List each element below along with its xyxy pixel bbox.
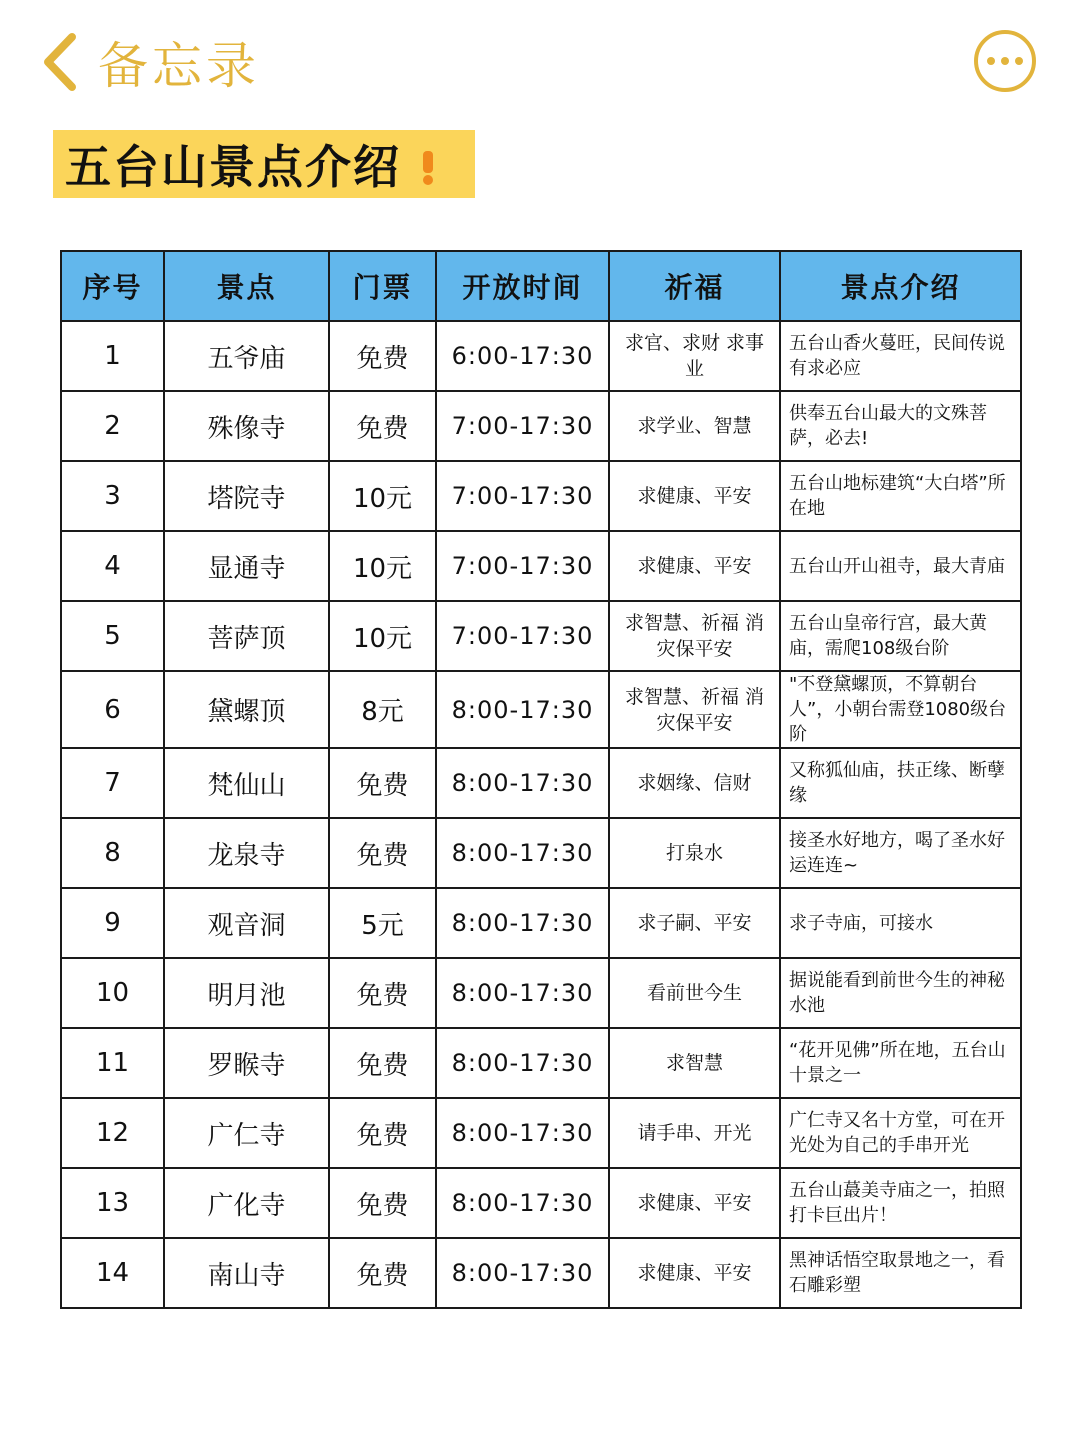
cell-hours bbox=[436, 671, 609, 748]
cell-attraction bbox=[164, 671, 329, 748]
cell-ticket bbox=[329, 1168, 436, 1238]
table-row bbox=[61, 888, 1021, 958]
cell-number bbox=[61, 888, 164, 958]
cell-ticket bbox=[329, 888, 436, 958]
cell-blessing-text: 打泉水 bbox=[665, 842, 723, 864]
header-attraction: 景点 bbox=[164, 251, 329, 321]
cell-ticket-text: 免费 bbox=[356, 1050, 409, 1081]
cell-hours-text: 7:00-17:30 bbox=[451, 552, 594, 580]
cell-blessing bbox=[609, 1098, 780, 1168]
cell-attraction-text: 塔院寺 bbox=[207, 483, 286, 514]
cell-attraction-text: 罗睺寺 bbox=[207, 1050, 286, 1081]
cell-introduction bbox=[780, 531, 1021, 601]
cell-hours bbox=[436, 958, 609, 1028]
cell-introduction bbox=[780, 671, 1021, 748]
cell-introduction bbox=[780, 1238, 1021, 1308]
cell-ticket-text: 免费 bbox=[356, 980, 409, 1011]
cell-ticket-text: 免费 bbox=[356, 1260, 409, 1291]
table-header-row bbox=[61, 251, 1021, 321]
cell-attraction bbox=[164, 1028, 329, 1098]
cell-number bbox=[61, 461, 164, 531]
cell-number bbox=[61, 1098, 164, 1168]
table-row bbox=[61, 1028, 1021, 1098]
cell-blessing bbox=[609, 1238, 780, 1308]
cell-attraction bbox=[164, 1238, 329, 1308]
cell-introduction-text: 五台山地标建筑“大白塔”所在地 bbox=[789, 473, 1006, 519]
cell-introduction-text: 广仁寺又名十方堂，可在开光处为自己的手串开光 bbox=[789, 1110, 1005, 1156]
cell-attraction bbox=[164, 531, 329, 601]
cell-number-text: 3 bbox=[104, 481, 121, 511]
cell-ticket-text: 免费 bbox=[356, 343, 409, 374]
cell-attraction-text: 殊像寺 bbox=[207, 413, 286, 444]
table-row bbox=[61, 818, 1021, 888]
cell-blessing-text: 请手串、开光 bbox=[637, 1122, 752, 1144]
cell-introduction bbox=[780, 958, 1021, 1028]
cell-attraction-text: 五爷庙 bbox=[207, 343, 286, 374]
cell-ticket bbox=[329, 601, 436, 671]
cell-hours bbox=[436, 1028, 609, 1098]
cell-ticket-text: 免费 bbox=[356, 1120, 409, 1151]
cell-introduction bbox=[780, 1028, 1021, 1098]
page-title: 五台山景点介绍 bbox=[65, 140, 401, 194]
cell-blessing bbox=[609, 601, 780, 671]
more-dot bbox=[1015, 57, 1023, 65]
cell-ticket bbox=[329, 958, 436, 1028]
page-title-highlight bbox=[53, 130, 475, 198]
cell-hours-text: 8:00-17:30 bbox=[451, 695, 594, 724]
cell-attraction bbox=[164, 321, 329, 391]
header-hours: 开放时间 bbox=[436, 251, 609, 321]
more-horizontal-icon bbox=[987, 57, 995, 65]
cell-hours-text: 6:00-17:30 bbox=[451, 342, 594, 370]
cell-introduction-text: 五台山皇帝行宫，最大黄庙，需爬108级台阶 bbox=[789, 613, 987, 659]
cell-hours bbox=[436, 321, 609, 391]
cell-hours-text: 8:00-17:30 bbox=[451, 1259, 594, 1287]
chevron-left-icon bbox=[40, 31, 80, 93]
cell-introduction bbox=[780, 818, 1021, 888]
cell-ticket-text: 10元 bbox=[352, 483, 413, 514]
cell-attraction bbox=[164, 818, 329, 888]
table-row bbox=[61, 531, 1021, 601]
cell-ticket bbox=[329, 1028, 436, 1098]
cell-introduction-text: 五台山香火蔓旺，民间传说有求必应 bbox=[789, 333, 1005, 379]
cell-attraction bbox=[164, 888, 329, 958]
cell-attraction-text: 菩萨顶 bbox=[207, 623, 286, 654]
cell-hours-text: 8:00-17:30 bbox=[451, 769, 594, 797]
more-dot bbox=[1001, 57, 1009, 65]
cell-introduction bbox=[780, 1168, 1021, 1238]
cell-hours-text: 7:00-17:30 bbox=[451, 622, 594, 650]
cell-number-text: 8 bbox=[104, 838, 121, 868]
cell-ticket bbox=[329, 391, 436, 461]
cell-hours-text: 8:00-17:30 bbox=[451, 979, 594, 1007]
cell-hours bbox=[436, 1238, 609, 1308]
cell-hours bbox=[436, 391, 609, 461]
cell-blessing bbox=[609, 1028, 780, 1098]
cell-introduction-text: 接圣水好地方，喝了圣水好运连连~ bbox=[789, 830, 1005, 876]
cell-ticket-text: 10元 bbox=[352, 623, 413, 654]
cell-ticket bbox=[329, 321, 436, 391]
cell-introduction-text: “花开见佛”所在地，五台山十景之一 bbox=[789, 1040, 1006, 1086]
cell-number-text: 12 bbox=[95, 1118, 130, 1148]
cell-blessing-text: 求子嗣、平安 bbox=[637, 912, 752, 934]
cell-ticket-text: 5元 bbox=[361, 910, 404, 941]
cell-blessing-text: 求健康、平安 bbox=[637, 1192, 752, 1214]
table-row bbox=[61, 601, 1021, 671]
table-row bbox=[61, 391, 1021, 461]
warning-icon bbox=[411, 147, 445, 181]
header-introduction: 景点介绍 bbox=[780, 251, 1021, 321]
cell-hours bbox=[436, 531, 609, 601]
cell-introduction-text: 又称狐仙庙，扶正缘、断孽缘 bbox=[789, 760, 1005, 806]
table-row bbox=[61, 671, 1021, 748]
cell-attraction-text: 南山寺 bbox=[207, 1260, 286, 1291]
cell-introduction-text: 求子寺庙，可接水 bbox=[789, 912, 933, 934]
cell-number bbox=[61, 958, 164, 1028]
cell-number-text: 11 bbox=[95, 1048, 130, 1078]
cell-hours-text: 8:00-17:30 bbox=[451, 909, 594, 937]
cell-introduction bbox=[780, 748, 1021, 818]
table-row bbox=[61, 1238, 1021, 1308]
cell-number-text: 6 bbox=[104, 694, 121, 725]
top-navigation-bar bbox=[0, 0, 1080, 120]
cell-number bbox=[61, 321, 164, 391]
back-button[interactable] bbox=[40, 22, 260, 102]
cell-hours-text: 8:00-17:30 bbox=[451, 839, 594, 867]
cell-introduction bbox=[780, 391, 1021, 461]
table-row bbox=[61, 958, 1021, 1028]
cell-blessing-text: 求健康、平安 bbox=[637, 555, 752, 577]
cell-hours-text: 8:00-17:30 bbox=[451, 1189, 594, 1217]
cell-hours-text: 8:00-17:30 bbox=[451, 1049, 594, 1077]
table-row bbox=[61, 461, 1021, 531]
cell-ticket-text: 免费 bbox=[356, 1190, 409, 1221]
cell-blessing bbox=[609, 748, 780, 818]
cell-number-text: 5 bbox=[104, 621, 121, 651]
cell-blessing-text: 求学业、智慧 bbox=[637, 415, 752, 437]
cell-hours-text: 7:00-17:30 bbox=[451, 482, 594, 510]
cell-number-text: 2 bbox=[104, 411, 121, 441]
cell-hours bbox=[436, 1168, 609, 1238]
cell-introduction-text: "不登黛螺顶，不算朝台人”，小朝台需登1080级台阶 bbox=[789, 674, 1007, 745]
cell-blessing-text: 求智慧、祈福 消灾保平安 bbox=[624, 612, 765, 660]
cell-ticket bbox=[329, 461, 436, 531]
cell-number-text: 9 bbox=[104, 908, 121, 938]
cell-ticket-text: 免费 bbox=[356, 840, 409, 871]
cell-ticket-text: 10元 bbox=[352, 553, 413, 584]
cell-blessing bbox=[609, 461, 780, 531]
cell-attraction-text: 黛螺顶 bbox=[207, 697, 286, 727]
cell-introduction bbox=[780, 888, 1021, 958]
cell-hours bbox=[436, 818, 609, 888]
cell-attraction-text: 龙泉寺 bbox=[207, 840, 286, 871]
cell-blessing-text: 看前世今生 bbox=[646, 982, 742, 1004]
cell-attraction bbox=[164, 391, 329, 461]
attractions-table bbox=[60, 250, 1022, 1309]
cell-hours-text: 8:00-17:30 bbox=[451, 1119, 594, 1147]
cell-attraction-text: 观音洞 bbox=[207, 910, 286, 941]
cell-blessing bbox=[609, 391, 780, 461]
cell-number bbox=[61, 531, 164, 601]
header-number: 序号 bbox=[61, 251, 164, 321]
cell-number-text: 10 bbox=[95, 978, 130, 1008]
cell-introduction-text: 据说能看到前世今生的神秘水池 bbox=[789, 970, 1005, 1016]
cell-number-text: 14 bbox=[95, 1258, 130, 1288]
header-blessing: 祈福 bbox=[609, 251, 780, 321]
cell-introduction bbox=[780, 1098, 1021, 1168]
cell-number bbox=[61, 391, 164, 461]
cell-hours bbox=[436, 888, 609, 958]
cell-blessing-text: 求姻缘、信财 bbox=[637, 772, 752, 794]
cell-attraction-text: 广仁寺 bbox=[207, 1120, 286, 1151]
cell-number bbox=[61, 601, 164, 671]
cell-ticket-text: 免费 bbox=[356, 770, 409, 801]
table-row bbox=[61, 1168, 1021, 1238]
cell-introduction-text: 黑神话悟空取景地之一，看石雕彩塑 bbox=[789, 1250, 1005, 1296]
cell-blessing-text: 求智慧、祈福 消灾保平安 bbox=[624, 685, 765, 734]
cell-attraction bbox=[164, 1098, 329, 1168]
cell-attraction bbox=[164, 601, 329, 671]
cell-introduction-text: 五台山蕞美寺庙之一，拍照打卡巨出片！ bbox=[789, 1180, 1005, 1226]
cell-number-text: 13 bbox=[95, 1188, 130, 1218]
cell-attraction bbox=[164, 958, 329, 1028]
table-row bbox=[61, 321, 1021, 391]
cell-attraction bbox=[164, 1168, 329, 1238]
cell-ticket bbox=[329, 531, 436, 601]
cell-number bbox=[61, 1028, 164, 1098]
cell-introduction-text: 五台山开山祖寺，最大青庙 bbox=[789, 555, 1005, 577]
cell-attraction-text: 广化寺 bbox=[207, 1190, 286, 1221]
cell-hours bbox=[436, 601, 609, 671]
cell-ticket-text: 免费 bbox=[356, 413, 409, 444]
cell-number bbox=[61, 748, 164, 818]
cell-introduction-text: 供奉五台山最大的文殊菩萨，必去! bbox=[789, 403, 987, 449]
cell-number-text: 1 bbox=[104, 341, 121, 371]
cell-blessing bbox=[609, 671, 780, 748]
cell-ticket bbox=[329, 818, 436, 888]
attractions-table-container bbox=[60, 250, 1020, 1309]
cell-hours-text: 7:00-17:30 bbox=[451, 412, 594, 440]
table-row bbox=[61, 748, 1021, 818]
cell-blessing bbox=[609, 531, 780, 601]
cell-introduction bbox=[780, 321, 1021, 391]
cell-hours bbox=[436, 461, 609, 531]
cell-ticket bbox=[329, 748, 436, 818]
cell-blessing-text: 求健康、平安 bbox=[637, 485, 752, 507]
cell-attraction bbox=[164, 461, 329, 531]
cell-ticket bbox=[329, 1098, 436, 1168]
cell-number bbox=[61, 818, 164, 888]
back-label: 备忘录 bbox=[98, 37, 260, 95]
cell-ticket bbox=[329, 671, 436, 748]
cell-introduction bbox=[780, 461, 1021, 531]
cell-blessing-text: 求健康、平安 bbox=[637, 1262, 752, 1284]
cell-attraction-text: 梵仙山 bbox=[207, 770, 286, 801]
cell-blessing-text: 求官、求财 求事业 bbox=[624, 332, 765, 380]
cell-ticket-text: 8元 bbox=[361, 697, 404, 727]
cell-attraction-text: 显通寺 bbox=[207, 553, 286, 584]
table-row bbox=[61, 1098, 1021, 1168]
cell-number bbox=[61, 671, 164, 748]
cell-attraction bbox=[164, 748, 329, 818]
cell-introduction bbox=[780, 601, 1021, 671]
cell-blessing bbox=[609, 958, 780, 1028]
cell-attraction-text: 明月池 bbox=[207, 980, 286, 1011]
cell-number-text: 7 bbox=[104, 768, 121, 798]
header-ticket: 门票 bbox=[329, 251, 436, 321]
cell-hours bbox=[436, 1098, 609, 1168]
more-options-button[interactable] bbox=[974, 30, 1036, 92]
cell-blessing bbox=[609, 321, 780, 391]
cell-number bbox=[61, 1168, 164, 1238]
cell-hours bbox=[436, 748, 609, 818]
cell-number-text: 4 bbox=[104, 551, 121, 581]
cell-blessing bbox=[609, 818, 780, 888]
cell-number bbox=[61, 1238, 164, 1308]
cell-blessing-text: 求智慧 bbox=[665, 1052, 723, 1074]
cell-blessing bbox=[609, 1168, 780, 1238]
cell-blessing bbox=[609, 888, 780, 958]
cell-ticket bbox=[329, 1238, 436, 1308]
